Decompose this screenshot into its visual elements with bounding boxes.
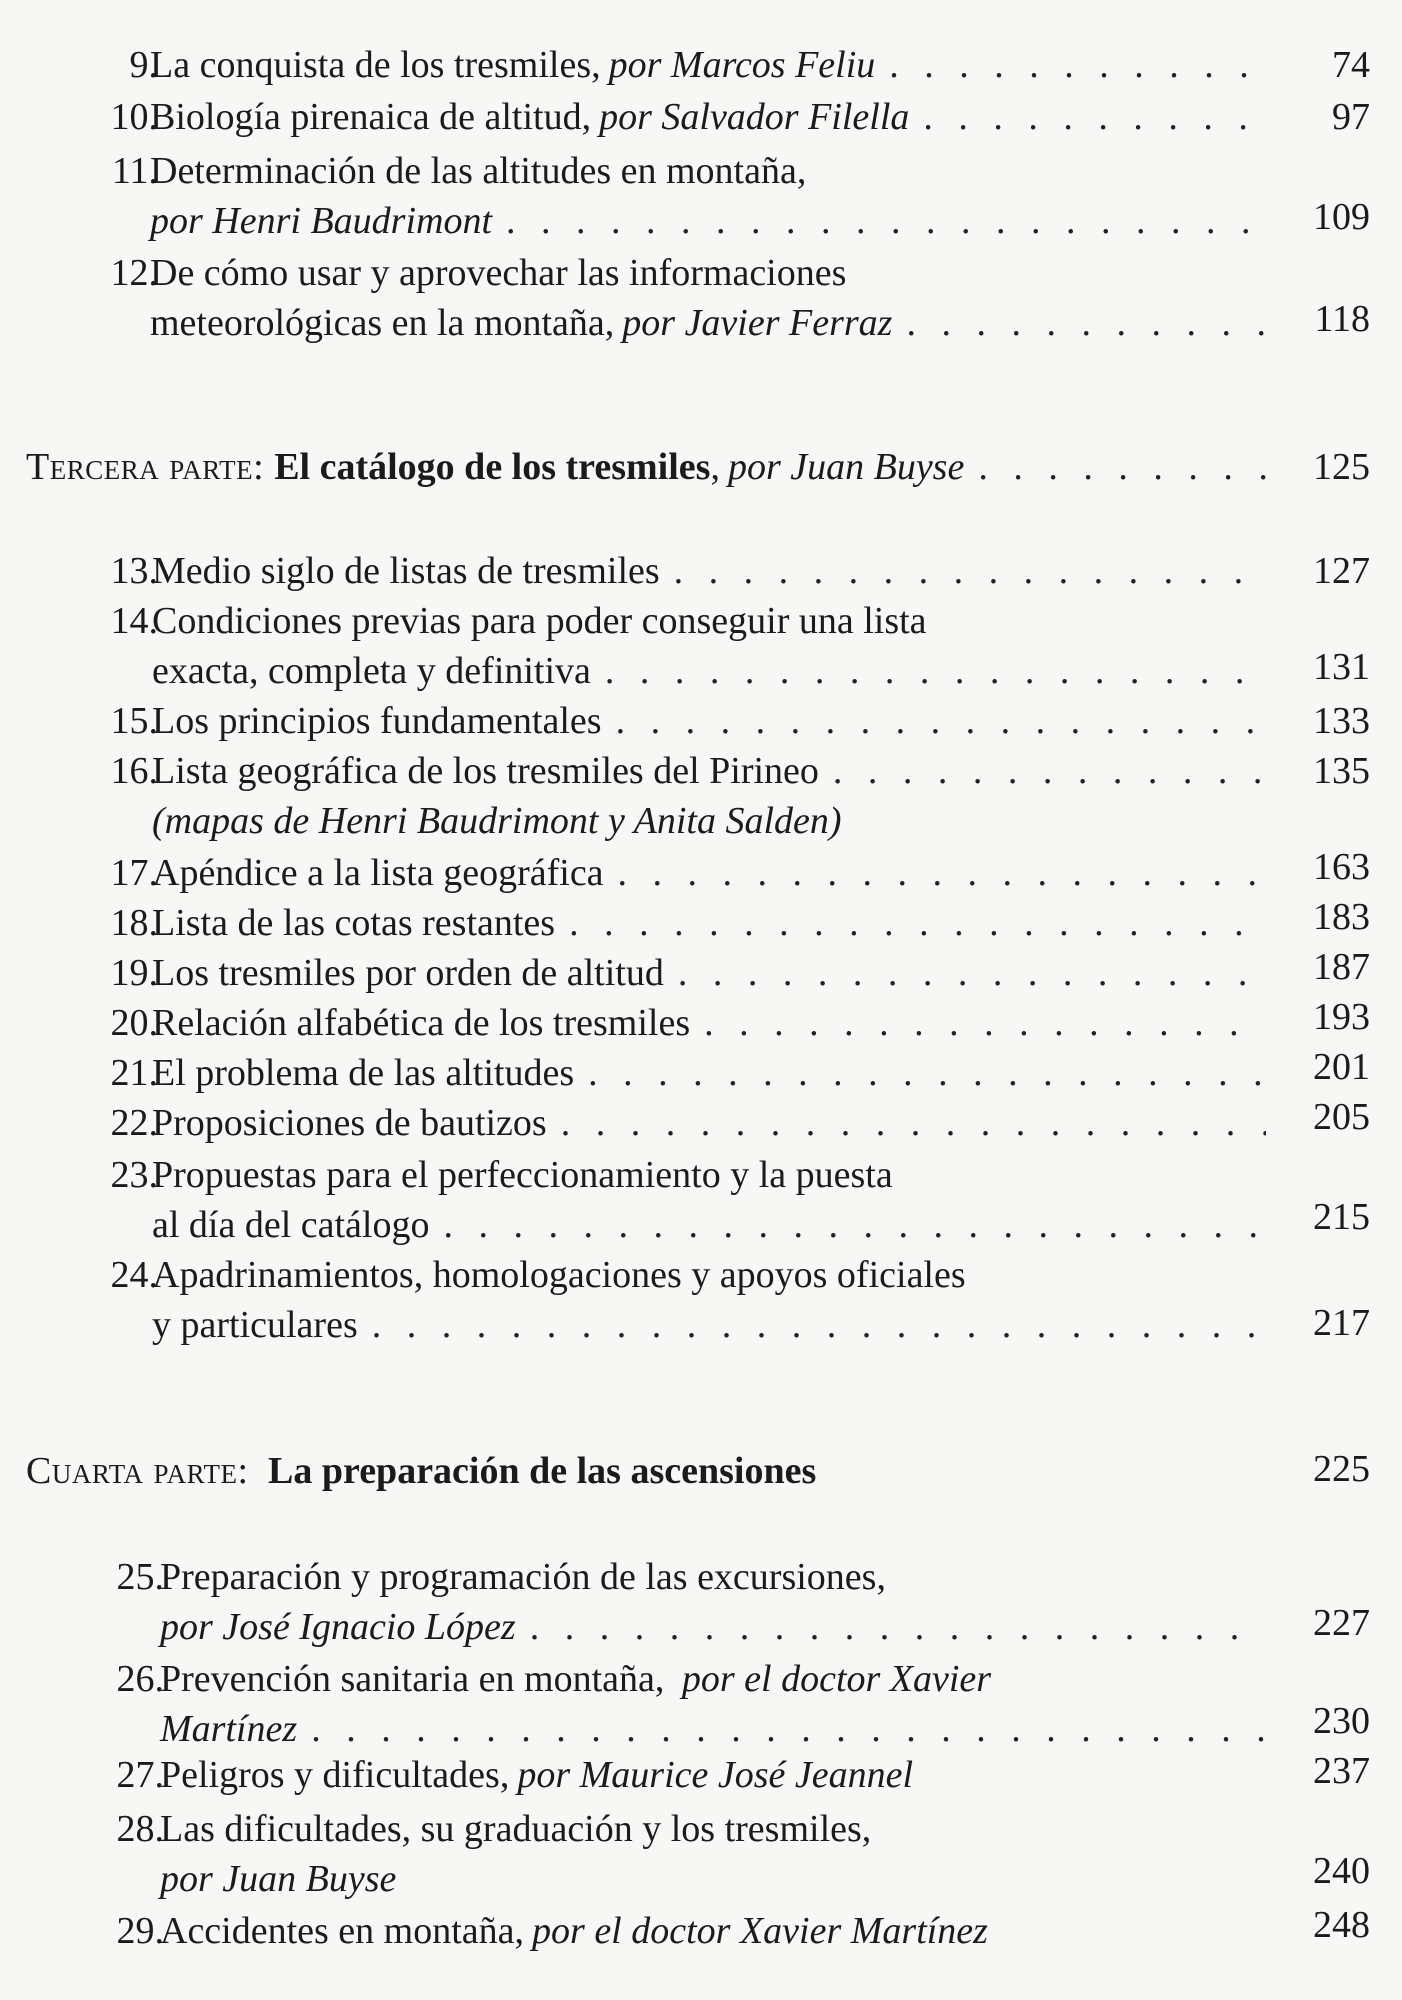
toc-entry-29 <box>0 1906 1402 1956</box>
dot-leader <box>588 1048 1266 1098</box>
entry-number: 23. <box>110 1154 158 1196</box>
entry-title: Accidentes en montaña, <box>160 1910 525 1952</box>
entry-number: 19. <box>110 952 158 994</box>
entry-title: Las dificultades, su graduación y los tresmiles, <box>160 1808 872 1850</box>
entry-author: por el doctor Xavier Martínez <box>532 1910 988 1952</box>
dot-leader <box>506 196 1266 246</box>
entry-title: Peligros y dificultades, <box>160 1754 510 1796</box>
entry-title: Proposiciones de bautizos <box>152 1102 547 1144</box>
entry-number: 24. <box>110 1254 158 1296</box>
entry-number: 14. <box>110 600 158 642</box>
part-label: Tercera parte: <box>26 446 265 488</box>
toc-entry-14 <box>0 596 1402 696</box>
entry-title-continued: exacta, completa y definitiva <box>152 650 591 692</box>
entry-page: 215 <box>1313 1196 1370 1238</box>
part-author: por Juan Buyse <box>727 446 965 488</box>
entry-page: 74 <box>1332 44 1370 86</box>
entry-author: por Maurice José Jeannel <box>517 1754 914 1796</box>
toc-entry-20 <box>0 998 1402 1048</box>
entry-page: 205 <box>1313 1096 1370 1138</box>
entry-number: 21. <box>110 1052 158 1094</box>
toc-entry-18 <box>0 898 1402 948</box>
toc-entry-10 <box>0 92 1402 142</box>
dot-leader <box>444 1200 1267 1250</box>
entry-title: Medio siglo de listas de tresmiles <box>152 550 660 592</box>
entry-title: Preparación y programación de las excursiones, <box>160 1556 886 1598</box>
dot-leader <box>678 948 1266 998</box>
entry-title: Prevención sanitaria en montaña, <box>160 1658 665 1700</box>
dot-leader <box>704 998 1266 1048</box>
entry-page: 131 <box>1313 646 1370 688</box>
toc-entry-17 <box>0 848 1402 898</box>
part-page: 125 <box>1313 446 1370 488</box>
entry-number: 20. <box>110 1002 158 1044</box>
part-page: 225 <box>1313 1448 1370 1490</box>
entry-page: 187 <box>1313 946 1370 988</box>
entry-page: 193 <box>1313 996 1370 1038</box>
entry-title-continued: al día del catálogo <box>152 1204 430 1246</box>
toc-entry-28 <box>0 1804 1402 1904</box>
entry-title: Relación alfabética de los tresmiles <box>152 1002 691 1044</box>
entry-page: 227 <box>1313 1602 1370 1644</box>
entry-number: 27. <box>116 1754 164 1796</box>
entry-title: Apadrinamientos, homologaciones y apoyos oficiales <box>152 1254 966 1296</box>
entry-title: Condiciones previas para poder conseguir una lista <box>152 600 927 642</box>
part-heading-3: Tercera parte: El catálogo de los tresmiles , por Juan Buyse . . . 125 <box>0 442 1402 494</box>
entry-subtitle: (mapas de Henri Baudrimont y Anita Salden) <box>152 800 842 842</box>
entry-title: Los principios fundamentales <box>152 700 602 742</box>
entry-number: 15. <box>110 700 158 742</box>
entry-author: por Javier Ferraz <box>622 302 893 344</box>
dot-leader <box>906 298 1266 348</box>
entry-page: 118 <box>1314 298 1370 340</box>
entry-author: por Salvador Filella <box>599 96 910 138</box>
dot-leader <box>530 1602 1266 1652</box>
toc-entry-24 <box>0 1250 1402 1350</box>
entry-title: Lista geográfica de los tresmiles del Pirineo <box>152 750 819 792</box>
entry-title: La conquista de los tresmiles, <box>150 44 601 86</box>
entry-author-continued: Martínez <box>160 1708 298 1750</box>
entry-page: 163 <box>1313 846 1370 888</box>
dot-leader <box>561 1098 1266 1148</box>
entry-number: 17. <box>110 852 158 894</box>
dot-leader <box>923 92 1266 142</box>
entry-page: 97 <box>1332 96 1370 138</box>
entry-number: 22. <box>110 1102 158 1144</box>
entry-page: 109 <box>1313 196 1370 238</box>
entry-number: 28. <box>116 1808 164 1850</box>
entry-title: Propuestas para el perfeccionamiento y la puesta <box>152 1154 893 1196</box>
entry-title: Apéndice a la lista geográfica <box>152 852 604 894</box>
entry-number: 10. <box>110 96 158 138</box>
toc-entry-11 <box>0 146 1402 246</box>
entry-page: 133 <box>1313 700 1370 742</box>
entry-title: Lista de las cotas restantes <box>152 902 556 944</box>
entry-author: por Juan Buyse <box>160 1858 397 1900</box>
entry-number: 18. <box>110 902 158 944</box>
entry-number: 29. <box>116 1910 164 1952</box>
entry-page: 217 <box>1313 1302 1370 1344</box>
entry-number: 11. <box>111 150 158 192</box>
dot-leader <box>616 696 1266 746</box>
entry-title-continued: y particulares <box>152 1304 358 1346</box>
toc-entry-16 <box>0 746 1402 846</box>
toc-entry-13 <box>0 546 1402 596</box>
entry-page: 127 <box>1313 550 1370 592</box>
entry-author: por Henri Baudrimont <box>150 200 492 242</box>
entry-number: 26. <box>116 1658 164 1700</box>
dot-leader <box>978 442 1266 492</box>
toc-entry-12 <box>0 248 1402 348</box>
dot-leader <box>889 40 1266 90</box>
part-heading-4 <box>0 1446 1402 1498</box>
toc-entry-19 <box>0 948 1402 998</box>
entry-number: 12. <box>110 252 158 294</box>
dot-leader <box>618 848 1266 898</box>
entry-title-continued: meteorológicas en la montaña, <box>150 302 615 344</box>
dot-leader <box>605 646 1266 696</box>
entry-page: 183 <box>1313 896 1370 938</box>
entry-number: 9. <box>129 44 158 86</box>
entry-page: 201 <box>1313 1046 1370 1088</box>
dot-leader <box>311 1704 1266 1754</box>
part-title: El catálogo de los tresmiles <box>274 446 711 488</box>
entry-author: por José Ignacio López <box>160 1606 516 1648</box>
entry-title: Los tresmiles por orden de altitud <box>152 952 664 994</box>
toc-entry-27 <box>0 1750 1402 1800</box>
entry-number: 25. <box>116 1556 164 1598</box>
part-label: Cuarta parte: <box>26 1450 249 1492</box>
entry-number: 16. <box>110 750 158 792</box>
toc-entry-22 <box>0 1098 1402 1148</box>
entry-page: 237 <box>1313 1750 1370 1792</box>
dot-leader <box>674 546 1266 596</box>
toc-entry-26 <box>0 1654 1402 1754</box>
entry-author: por Marcos Feliu <box>608 44 876 86</box>
part-title: La preparación de las ascensiones <box>268 1450 817 1492</box>
entry-title: De cómo usar y aprovechar las informaciones <box>150 252 847 294</box>
entry-author: por el doctor Xavier <box>681 1658 992 1700</box>
entry-number: 13. <box>110 550 158 592</box>
entry-page: 248 <box>1313 1904 1370 1946</box>
toc-entry-21 <box>0 1048 1402 1098</box>
entry-page: 230 <box>1313 1700 1370 1742</box>
entry-title: El problema de las altitudes <box>152 1052 575 1094</box>
dot-leader <box>833 746 1266 796</box>
toc-entry-25 <box>0 1552 1402 1652</box>
toc-entry-9 <box>0 40 1402 90</box>
entry-title: Determinación de las altitudes en montaña, <box>150 150 807 192</box>
entry-title: Biología pirenaica de altitud, <box>150 96 592 138</box>
dot-leader <box>372 1300 1266 1350</box>
dot-leader <box>569 898 1266 948</box>
toc-entry-23 <box>0 1150 1402 1250</box>
entry-page: 135 <box>1313 750 1370 792</box>
entry-page: 240 <box>1313 1850 1370 1892</box>
toc-entry-15 <box>0 696 1402 746</box>
